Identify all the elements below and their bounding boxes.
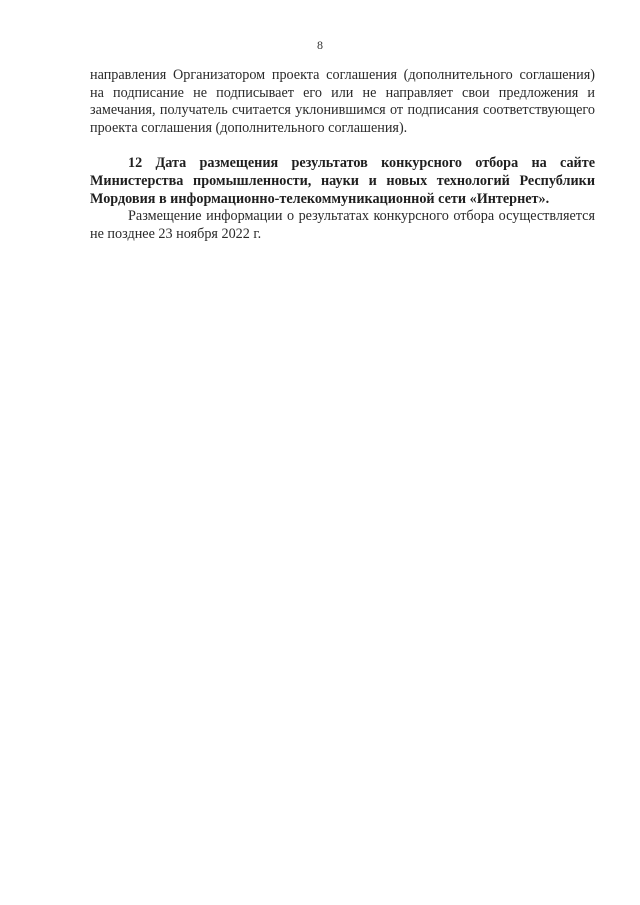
- section-paragraph: Размещение информации о результатах конкурсного отбора осуществляется не позднее 23 ноября 2022 г.: [90, 208, 595, 242]
- section-heading: 12 Дата размещения результатов конкурсного отбора на сайте Министерства промышленности, науки и новых технологий Республики Мордовия в информационно-телекоммуникационной сети «Интернет».: [90, 155, 595, 207]
- continuation-paragraph: направления Организатором проекта соглашения (дополнительного соглашения) на подписание не подписывает его или не направляет свои предложения и замечания, получатель считается уклонившимся от подписания соответствующего проекта соглашения (дополнительного соглашения).: [90, 67, 595, 136]
- document-body: [90, 67, 595, 243]
- page-number: 8: [317, 38, 323, 52]
